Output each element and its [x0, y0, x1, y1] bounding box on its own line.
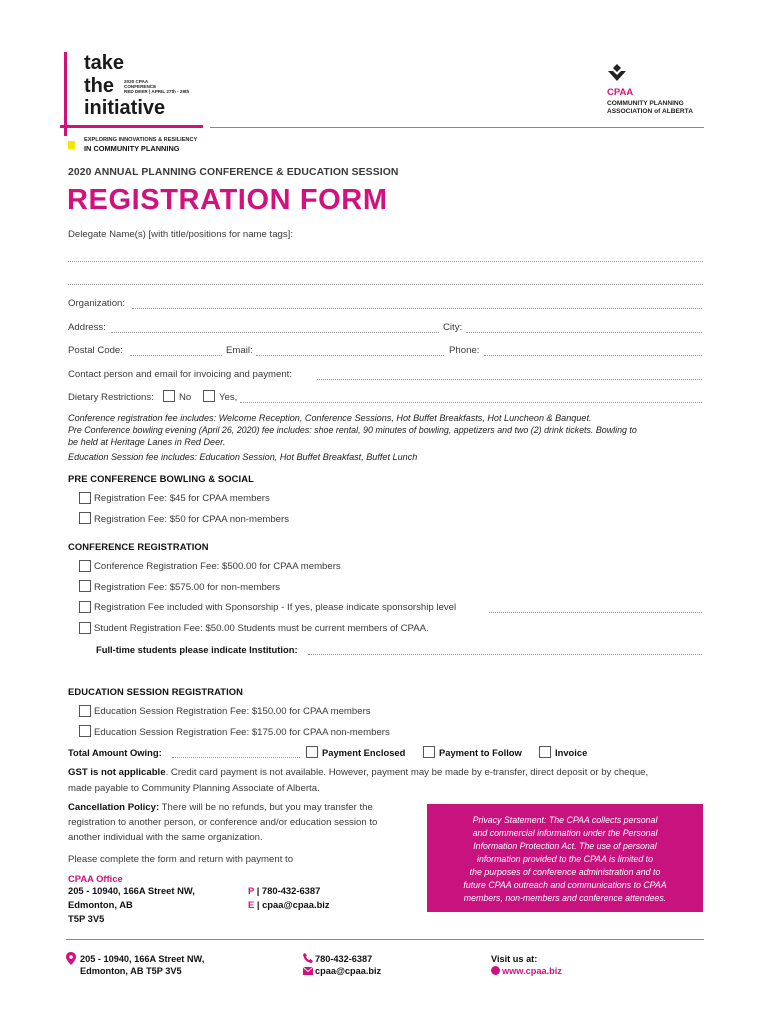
conference-sponsorship-checkbox[interactable] [79, 601, 91, 613]
logo-conf-line3: RED DEER | APRIL 27th - 29th [124, 89, 190, 94]
delegate-field-line-1[interactable] [68, 261, 703, 262]
education-heading: EDUCATION SESSION REGISTRATION [68, 686, 244, 697]
footer-address-line2: Edmonton, AB T5P 3V5 [80, 966, 182, 976]
pre-conference-member-checkbox[interactable] [79, 492, 91, 504]
footer-email[interactable]: cpaa@cpaa.biz [315, 966, 382, 976]
cancellation-line1 [68, 802, 373, 813]
education-includes-note: Education Session fee includes: Education Session, Hot Buffet Breakfast, Buffet Lunch [68, 452, 418, 462]
footer-divider [66, 939, 704, 940]
payment-follow-checkbox[interactable] [423, 746, 435, 758]
conference-sponsorship-option: Registration Fee included with Sponsorship - If yes, please indicate sponsorship level [94, 602, 457, 613]
contact-field[interactable] [317, 379, 702, 380]
conference-member-option: Conference Registration Fee: $500.00 for CPAA members [94, 561, 341, 572]
city-field[interactable] [466, 332, 702, 333]
gst-note-line1 [68, 767, 648, 778]
organization-field[interactable] [132, 308, 702, 309]
cpaa-logo-line1: COMMUNITY PLANNING [607, 100, 684, 107]
footer-address-line1: 205 - 10940, 166A Street NW, [80, 954, 205, 964]
phone-field[interactable] [484, 355, 702, 356]
bowling-note-line2: be held at Heritage Lanes in Red Deer. [68, 437, 226, 447]
education-nonmember-checkbox[interactable] [79, 725, 91, 737]
conference-student-option: Student Registration Fee: $50.00 Students must be current members of CPAA. [94, 623, 429, 634]
cancellation-line2: registration to another person, or conference and/or education session to [68, 817, 378, 828]
logo-horizontal-bar [60, 125, 203, 128]
dietary-no-label: No [179, 392, 192, 403]
total-owing-label: Total Amount Owing: [68, 747, 162, 758]
email-label: Email: [226, 345, 253, 356]
office-address-line1: 205 - 10940, 166A Street NW, [68, 885, 195, 896]
footer-website[interactable]: www.cpaa.biz [502, 966, 562, 976]
logo-conf-line2: CONFERENCE [124, 84, 157, 89]
invoice-label: Invoice [555, 747, 588, 758]
cpaa-logo-line2: ASSOCIATION of ALBERTA [607, 108, 693, 115]
cpaa-logo-name: CPAA [607, 87, 634, 98]
phone-icon [303, 953, 313, 963]
office-address-line2: Edmonton, AB [68, 899, 133, 910]
office-email[interactable] [248, 899, 330, 910]
privacy-line-7: members, non-members and conference attendees. [463, 893, 667, 903]
form-title: REGISTRATION FORM [67, 184, 388, 216]
complete-form-note: Please complete the form and return with payment to [68, 854, 294, 865]
dietary-yes-field[interactable] [240, 402, 702, 403]
privacy-line-4: information provided to the CPAA is limited to [476, 854, 654, 864]
dietary-no-checkbox[interactable] [163, 390, 175, 402]
dietary-label: Dietary Restrictions: [68, 392, 154, 403]
footer-visit-label: Visit us at: [491, 954, 538, 964]
privacy-line-1: Privacy Statement: The CPAA collects personal [472, 815, 658, 825]
privacy-line-6: future CPAA outreach and communications to CPAA [463, 880, 667, 890]
city-label: City: [443, 322, 463, 333]
office-email-address: | cpaa@cpaa.biz [254, 899, 330, 910]
logo-word-take: take [84, 52, 125, 74]
logo-vertical-bar [64, 52, 67, 136]
gst-rest: . Credit card payment is not available. However, payment may be made by e-transfer, direct deposit or by cheque, [165, 767, 649, 778]
email-icon [303, 967, 313, 975]
form-subtitle: 2020 ANNUAL PLANNING CONFERENCE & EDUCATION SESSION [68, 167, 399, 178]
invoice-checkbox[interactable] [539, 746, 551, 758]
logo-tagline-line1: EXPLORING INNOVATIONS & RESILIENCY [84, 137, 198, 143]
education-member-checkbox[interactable] [79, 705, 91, 717]
location-pin-icon [66, 952, 76, 965]
postal-code-field[interactable] [130, 355, 222, 356]
office-phone-number: | 780-432-6387 [254, 885, 321, 896]
dietary-yes-label: Yes, [219, 392, 238, 403]
cancellation-bold: Cancellation Policy: [68, 802, 160, 813]
logo-tagline-line2: IN COMMUNITY PLANNING [84, 144, 180, 153]
contact-label: Contact person and email for invoicing and payment: [68, 369, 292, 380]
cancellation-text1: There will be no refunds, but you may transfer the [159, 802, 373, 813]
payment-enclosed-checkbox[interactable] [306, 746, 318, 758]
logo-word-the: the [84, 75, 114, 97]
footer-phone: 780-432-6387 [315, 954, 373, 964]
education-member-option: Education Session Registration Fee: $150.00 for CPAA members [94, 706, 371, 717]
privacy-statement-box [427, 804, 703, 912]
conference-nonmember-option: Registration Fee: $575.00 for non-members [94, 582, 281, 593]
phone-label: Phone: [449, 345, 480, 356]
pre-conference-heading: PRE CONFERENCE BOWLING & SOCIAL [68, 473, 254, 484]
privacy-line-3: Information Protection Act. The use of personal [473, 841, 657, 851]
header-divider [210, 127, 704, 128]
office-title: CPAA Office [68, 873, 123, 884]
conference-nonmember-checkbox[interactable] [79, 580, 91, 592]
pre-conference-member-option: Registration Fee: $45 for CPAA members [94, 493, 270, 504]
address-field[interactable] [111, 332, 439, 333]
gst-note-line2: made payable to Community Planning Associate of Alberta. [68, 783, 320, 794]
pre-conference-nonmember-option: Registration Fee: $50 for CPAA non-members [94, 514, 289, 525]
institution-field[interactable] [308, 654, 702, 655]
email-field[interactable] [256, 355, 444, 356]
payment-follow-label: Payment to Follow [439, 747, 522, 758]
gst-bold: GST is not applicable [68, 767, 166, 778]
globe-icon [491, 966, 500, 975]
conference-heading: CONFERENCE REGISTRATION [68, 541, 209, 552]
office-email-letter: E [248, 899, 255, 910]
sponsorship-level-field[interactable] [489, 612, 702, 613]
delegate-label: Delegate Name(s) [with title/positions for name tags]: [68, 229, 294, 240]
education-nonmember-option: Education Session Registration Fee: $175.00 for CPAA non-members [94, 727, 390, 738]
logo-yellow-square [68, 141, 75, 149]
organization-label: Organization: [68, 298, 126, 309]
cpaa-emblem-icon [607, 63, 627, 83]
office-address-line3: T5P 3V5 [68, 913, 105, 924]
privacy-line-5: the purposes of conference administration and to [469, 867, 661, 877]
privacy-line-2: and commercial information under the Personal [472, 828, 658, 838]
delegate-field-line-2[interactable] [68, 284, 703, 285]
dietary-yes-checkbox[interactable] [203, 390, 215, 402]
institution-label: Full-time students please indicate Institution: [96, 644, 298, 655]
cancellation-line3: another individual with the same organization. [68, 832, 263, 843]
total-owing-field[interactable] [172, 757, 300, 758]
logo-conf-line1: 2020 CPAA [124, 79, 149, 84]
conference-student-checkbox[interactable] [79, 622, 91, 634]
postal-code-label: Postal Code: [68, 345, 123, 356]
bowling-note-line1: Pre Conference bowling evening (April 26, 2020) fee includes: shoe rental, 90 minutes of bowling, appetizers and two (2) drink tickets. Bowling to [68, 425, 637, 435]
pre-conference-nonmember-checkbox[interactable] [79, 512, 91, 524]
office-phone-letter: P [248, 885, 255, 896]
office-phone [248, 885, 320, 896]
conference-member-checkbox[interactable] [79, 560, 91, 572]
payment-enclosed-label: Payment Enclosed [322, 747, 406, 758]
logo-word-initiative: initiative [84, 97, 166, 119]
fee-includes-note: Conference registration fee includes: Welcome Reception, Conference Sessions, Hot Buffet Breakfasts, Hot Luncheon & Banquet. [68, 413, 592, 423]
address-label: Address: [68, 322, 106, 333]
